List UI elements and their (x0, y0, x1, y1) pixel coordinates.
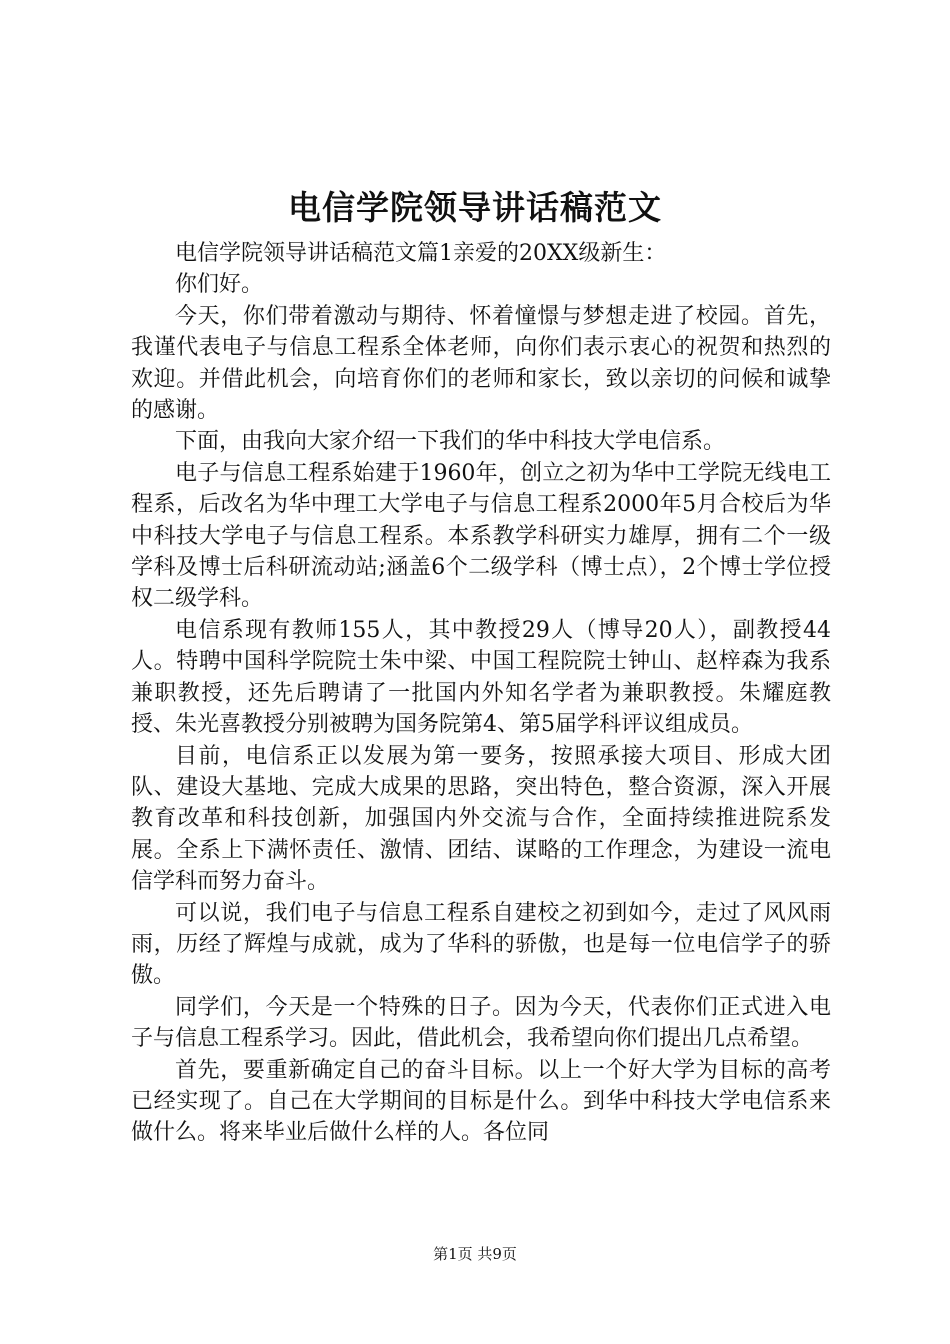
paragraph: 首先，要重新确定自己的奋斗目标。以上一个好大学为目标的高考已经实现了。自己在大学期间的目标是什么。到华中科技大学电信系来做什么。将来毕业后做什么样的人。各位同 (131, 1057, 831, 1146)
paragraph: 可以说，我们电子与信息工程系自建校之初到如今，走过了风风雨雨，历经了辉煌与成就，成为了华科的骄傲，也是每一位电信学子的骄傲。 (131, 900, 831, 989)
paragraph: 同学们，今天是一个特殊的日子。因为今天，代表你们正式进入电子与信息工程系学习。因此，借此机会，我希望向你们提出几点希望。 (131, 994, 831, 1052)
page-footer: 第1页 共9页 (433, 1245, 517, 1263)
paragraph: 电信系现有教师155人，其中教授29人（博导20人），副教授44人。特聘中国科学院院士朱中梁、中国工程院院士钟山、赵梓森为我系兼职教授，还先后聘请了一批国内外知名学者为兼职教授。朱耀庭教授、朱光喜教授分别被聘为国务院第4、第5届学科评议组成员。 (131, 617, 831, 738)
paragraph: 你们好。 (175, 272, 264, 298)
paragraph: 电子与信息工程系始建于1960年，创立之初为华中工学院无线电工程系，后改名为华中理工大学电子与信息工程系2000年5月合校后为华中科技大学电子与信息工程系。本系教学科研实力雄厚，拥有二个一级学科及博士后科研流动站;涵盖6个二级学科（博士点），2个博士学位授权二级学科。 (131, 460, 831, 612)
document-body (131, 238, 831, 1149)
paragraph: 电信学院领导讲话稿范文篇1亲爱的20XX级新生： (175, 241, 667, 266)
document-title: 电信学院领导讲话稿范文 (288, 188, 662, 227)
paragraph: 目前，电信系正以发展为第一要务，按照承接大项目、形成大团队、建设大基地、完成大成果的思路，突出特色，整合资源，深入开展教育改革和科技创新，加强国内外交流与合作，全面持续推进院系发展。全系上下满怀责任、激情、团结、谋略的工作理念，为建设一流电信学科而努力奋斗。 (131, 743, 831, 895)
paragraph: 下面，由我向大家介绍一下我们的华中科技大学电信系。 (175, 429, 726, 455)
paragraph: 今天，你们带着激动与期待、怀着憧憬与梦想走进了校园。首先，我谨代表电子与信息工程系全体老师，向你们表示衷心的祝贺和热烈的欢迎。并借此机会，向培育你们的老师和家长，致以亲切的问候和诚挚的感谢。 (131, 303, 831, 424)
